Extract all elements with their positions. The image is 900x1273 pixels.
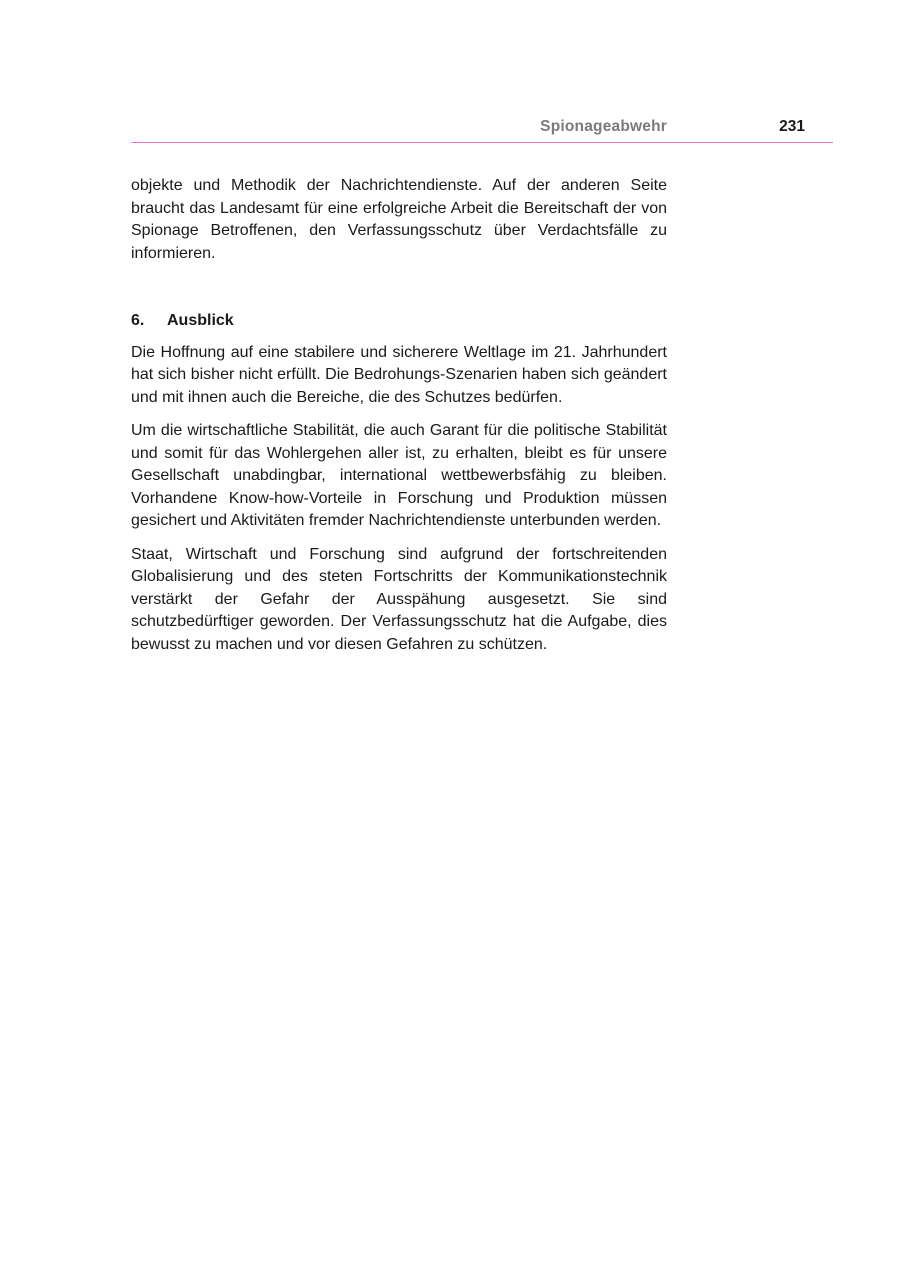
page-body: [131, 175, 667, 656]
section-title: Ausblick: [167, 312, 234, 329]
body-paragraph-3: Staat, Wirtschaft und Forschung sind aufgrund der fortschreitenden Globalisierung und des steten Fortschritts der Kommunikationstechnik verstärkt der Gefahr der Ausspähung ausgesetzt. Sie sind schutzbedürftiger geworden. Der Verfassungsschutz hat die Aufgabe, dies bewusst zu machen und vor diesen Gefahren zu schützen.: [131, 545, 667, 653]
running-header: [132, 116, 833, 143]
running-title: Spionageabwehr: [540, 118, 667, 135]
section-number: 6.: [131, 312, 145, 329]
page-number: 231: [779, 118, 805, 135]
body-paragraph-1: Die Hoffnung auf eine stabilere und sicherere Weltlage im 21. Jahrhundert hat sich bisher nicht erfüllt. Die Bedrohungs-Szenarien haben sich geändert und mit ihnen auch die Bereiche, die des Schutzes bedürfen.: [131, 343, 667, 406]
body-paragraph-2: Um die wirtschaftliche Stabilität, die auch Garant für die politische Stabilität und somit für das Wohlergehen aller ist, zu erhalten, bleibt es für unsere Gesellschaft unabdingbar, international wettbewerbsfähig zu bleiben. Vorhandene Know-how-Vorteile in Forschung und Produktion müssen gesichert und Aktivitäten fremder Nachrichtendienste unterbunden werden.: [131, 422, 667, 529]
intro-paragraph: objekte und Methodik der Nachrichtendienste. Auf der anderen Seite braucht das Landesamt für eine erfolgreiche Arbeit die Bereitschaft der von Spionage Betroffenen, den Verfassungsschutz über Verdachtsfälle zu informieren.: [131, 177, 667, 262]
section-heading: [131, 310, 667, 333]
